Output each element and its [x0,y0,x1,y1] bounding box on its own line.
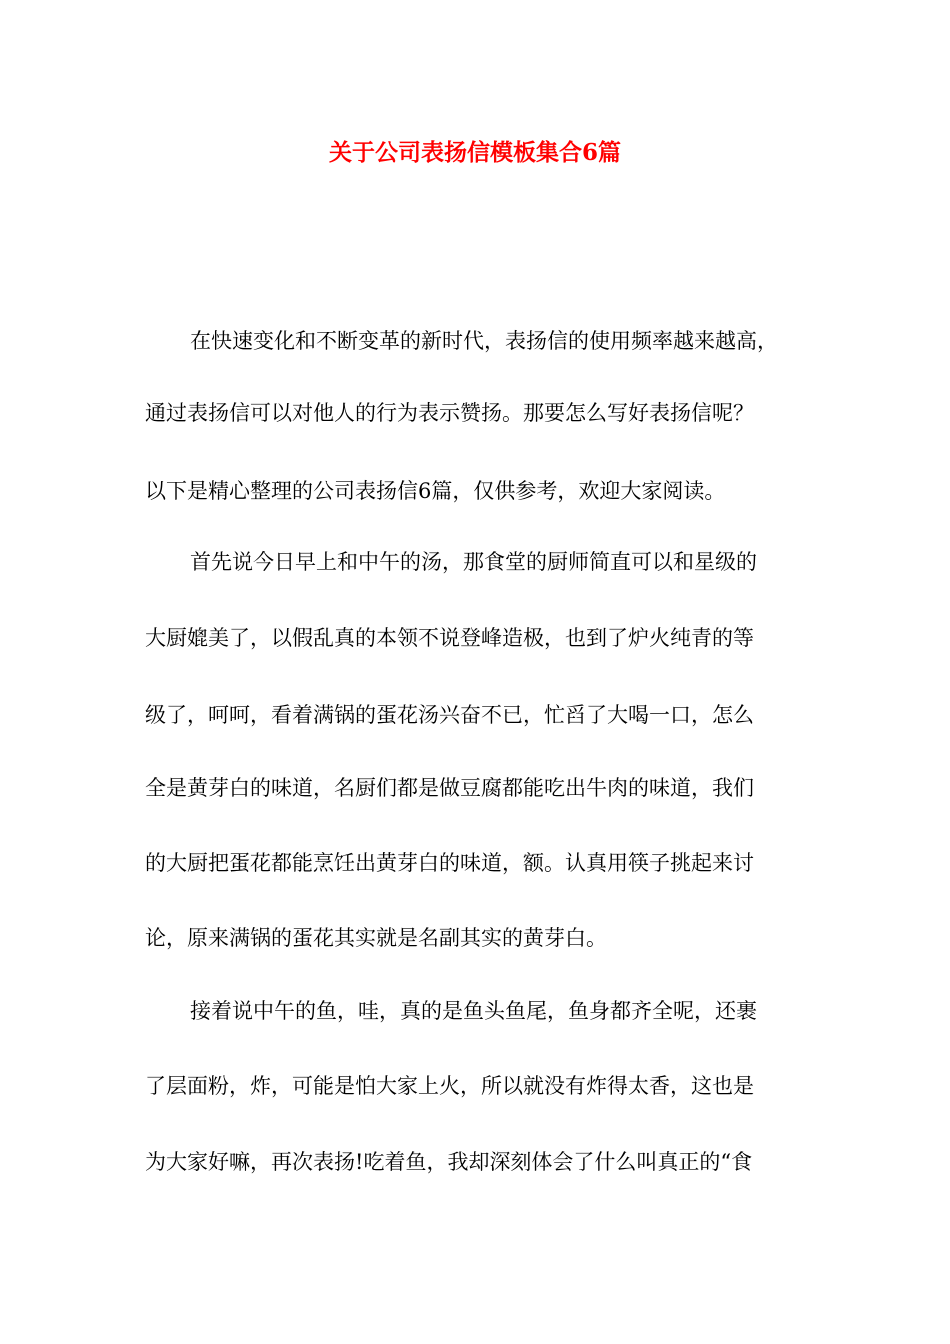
paragraph-2-line-3: 级了，呵呵，看着满锅的蛋花汤兴奋不已，忙舀了大喝一口，怎么 [145,703,754,727]
document-title: 关于公司表扬信模板集合6篇 [328,139,621,166]
paragraph-2-line-4: 全是黄芽白的味道，名厨们都是做豆腐都能吃出牛肉的味道，我们 [145,776,754,800]
paragraph-2-line-1: 首先说今日早上和中午的汤，那食堂的厨师简直可以和星级的 [190,550,757,574]
paragraph-1-line-1: 在快速变化和不断变革的新时代，表扬信的使用频率越来越高， [190,329,778,353]
paragraph-3-line-3: 为大家好嘛，再次表扬!吃着鱼，我却深刻体会了什么叫真正的“食 [145,1150,753,1174]
paragraph-3-line-2: 了层面粉，炸，可能是怕大家上火，所以就没有炸得太香，这也是 [145,1074,754,1098]
paragraph-1-line-3: 以下是精心整理的公司表扬信6篇，仅供参考，欢迎大家阅读。 [145,479,726,503]
paragraph-2-line-2: 大厨媲美了，以假乱真的本领不说登峰造极，也到了炉火纯青的等 [145,626,754,650]
paragraph-3-line-1: 接着说中午的鱼，哇，真的是鱼头鱼尾，鱼身都齐全呢，还裹 [190,999,757,1023]
paragraph-1-line-2: 通过表扬信可以对他人的行为表示赞扬。那要怎么写好表扬信呢？ [145,401,754,425]
paragraph-2-line-6: 论，原来满锅的蛋花其实就是名副其实的黄芽白。 [145,926,607,950]
paragraph-2-line-5: 的大厨把蛋花都能烹饪出黄芽白的味道，额。认真用筷子挑起来讨 [145,851,754,875]
